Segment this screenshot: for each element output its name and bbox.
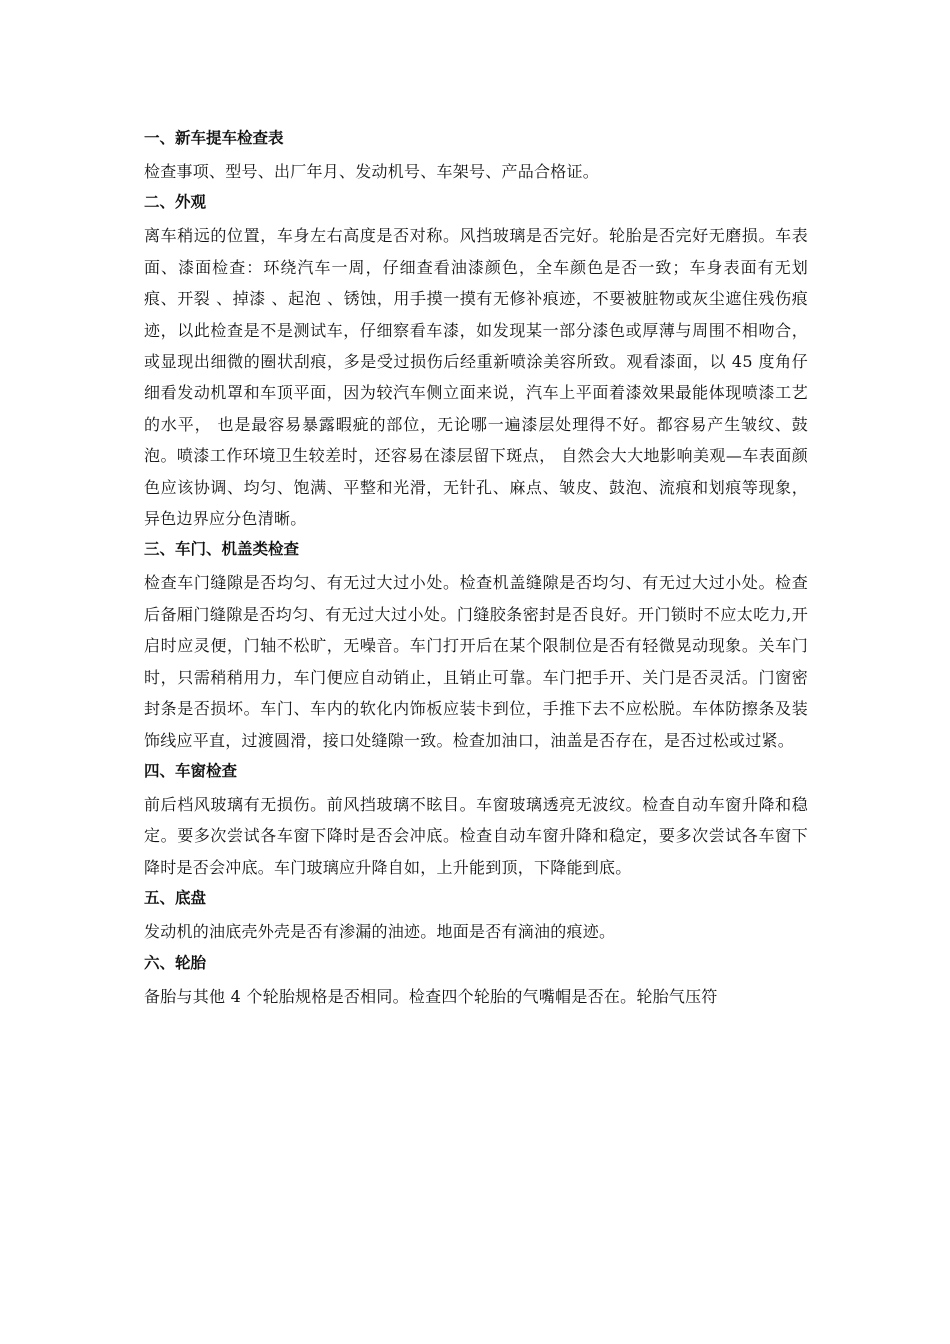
section-heading: 四、车窗检查 [144, 761, 238, 780]
section-paragraph: 检查事项、型号、出厂年月、发动机号、车架号、产品合格证。 [144, 162, 600, 181]
section-paragraph: 检查车门缝隙是否均匀、有无过大过小处。检查机盖缝隙是否均匀、有无过大过小处。检查后备厢门缝隙是否均匀、有无过大过小处。门缝胶条密封是否良好。开门锁时不应太吃力,开启时应灵便，门轴不松旷，无噪音。车门打开后在某个限制位是否有轻微晃动现象。关车门时，只需稍稍用力，车门便应自动销止，且销止可靠。车门把手开、关门是否灵活。门窗密封条是否损坏。车门、车内的软化内饰板应装卡到位，手推下去不应松脱。车体防擦条及装饰线应平直，过渡圆滑，接口处缝隙一致。检查加油口，油盖是否存在，是否过松或过紧。 [144, 573, 808, 750]
section-heading: 六、轮胎 [144, 953, 207, 972]
section-heading: 一、新车提车检查表 [144, 129, 284, 147]
section-heading: 二、外观 [144, 193, 207, 212]
section-heading: 五、底盘 [144, 889, 207, 908]
section-paragraph: 前后档风玻璃有无损伤。前风挡玻璃不眩目。车窗玻璃透亮无波纹。检查自动车窗升降和稳定。要多次尝试各车窗下降时是否会冲底。检查自动车窗升降和稳定，要多次尝试各车窗下降时是否会冲底。车门玻璃应升降自如，上升能到顶，下降能到底。 [144, 794, 808, 877]
section-paragraph: 离车稍远的位置，车身左右高度是否对称。风挡玻璃是否完好。轮胎是否完好无磨损。车表面、漆面检查：环绕汽车一周，仔细查看油漆颜色，全车颜色是否一致；车身表面有无划痕、开裂 、掉漆 、起泡 、锈蚀，用手摸一摸有无修补痕迹，不要被脏物或灰尘遮住残伤痕迹，以此检查是不是测试车，仔细察看车漆，如发现某一部分漆色或厚薄与周围不相吻合，或显现出细微的圈状刮痕，多是受过损伤后经重新喷涂美容所致。观看漆面，以 45 度角仔细看发动机罩和车顶平面，因为较汽车侧立面来说，汽车上平面着漆效果最能体现喷漆工艺的水平， 也是最容易暴露暇疵的部位，无论哪一遍漆层处理得不好。都容易产生皱纹、鼓泡。喷漆工作环境卫生较差时，还容易在漆层留下斑点， 自然会大大地影响美观—车表面颜色应该协调、均匀、饱满、平整和光滑，无针孔、麻点、皱皮、鼓泡、流痕和划痕等现象，异色边界应分色清晰。 [144, 226, 808, 529]
section-paragraph: 备胎与其他 4 个轮胎规格是否相同。检查四个轮胎的气嘴帽是否在。轮胎气压符 [144, 986, 718, 1006]
section-paragraph: 发动机的油底壳外壳是否有渗漏的油迹。地面是否有滴油的痕迹。 [144, 922, 616, 942]
document-body [144, 124, 808, 1013]
section-heading: 三、车门、机盖类检查 [144, 540, 300, 559]
